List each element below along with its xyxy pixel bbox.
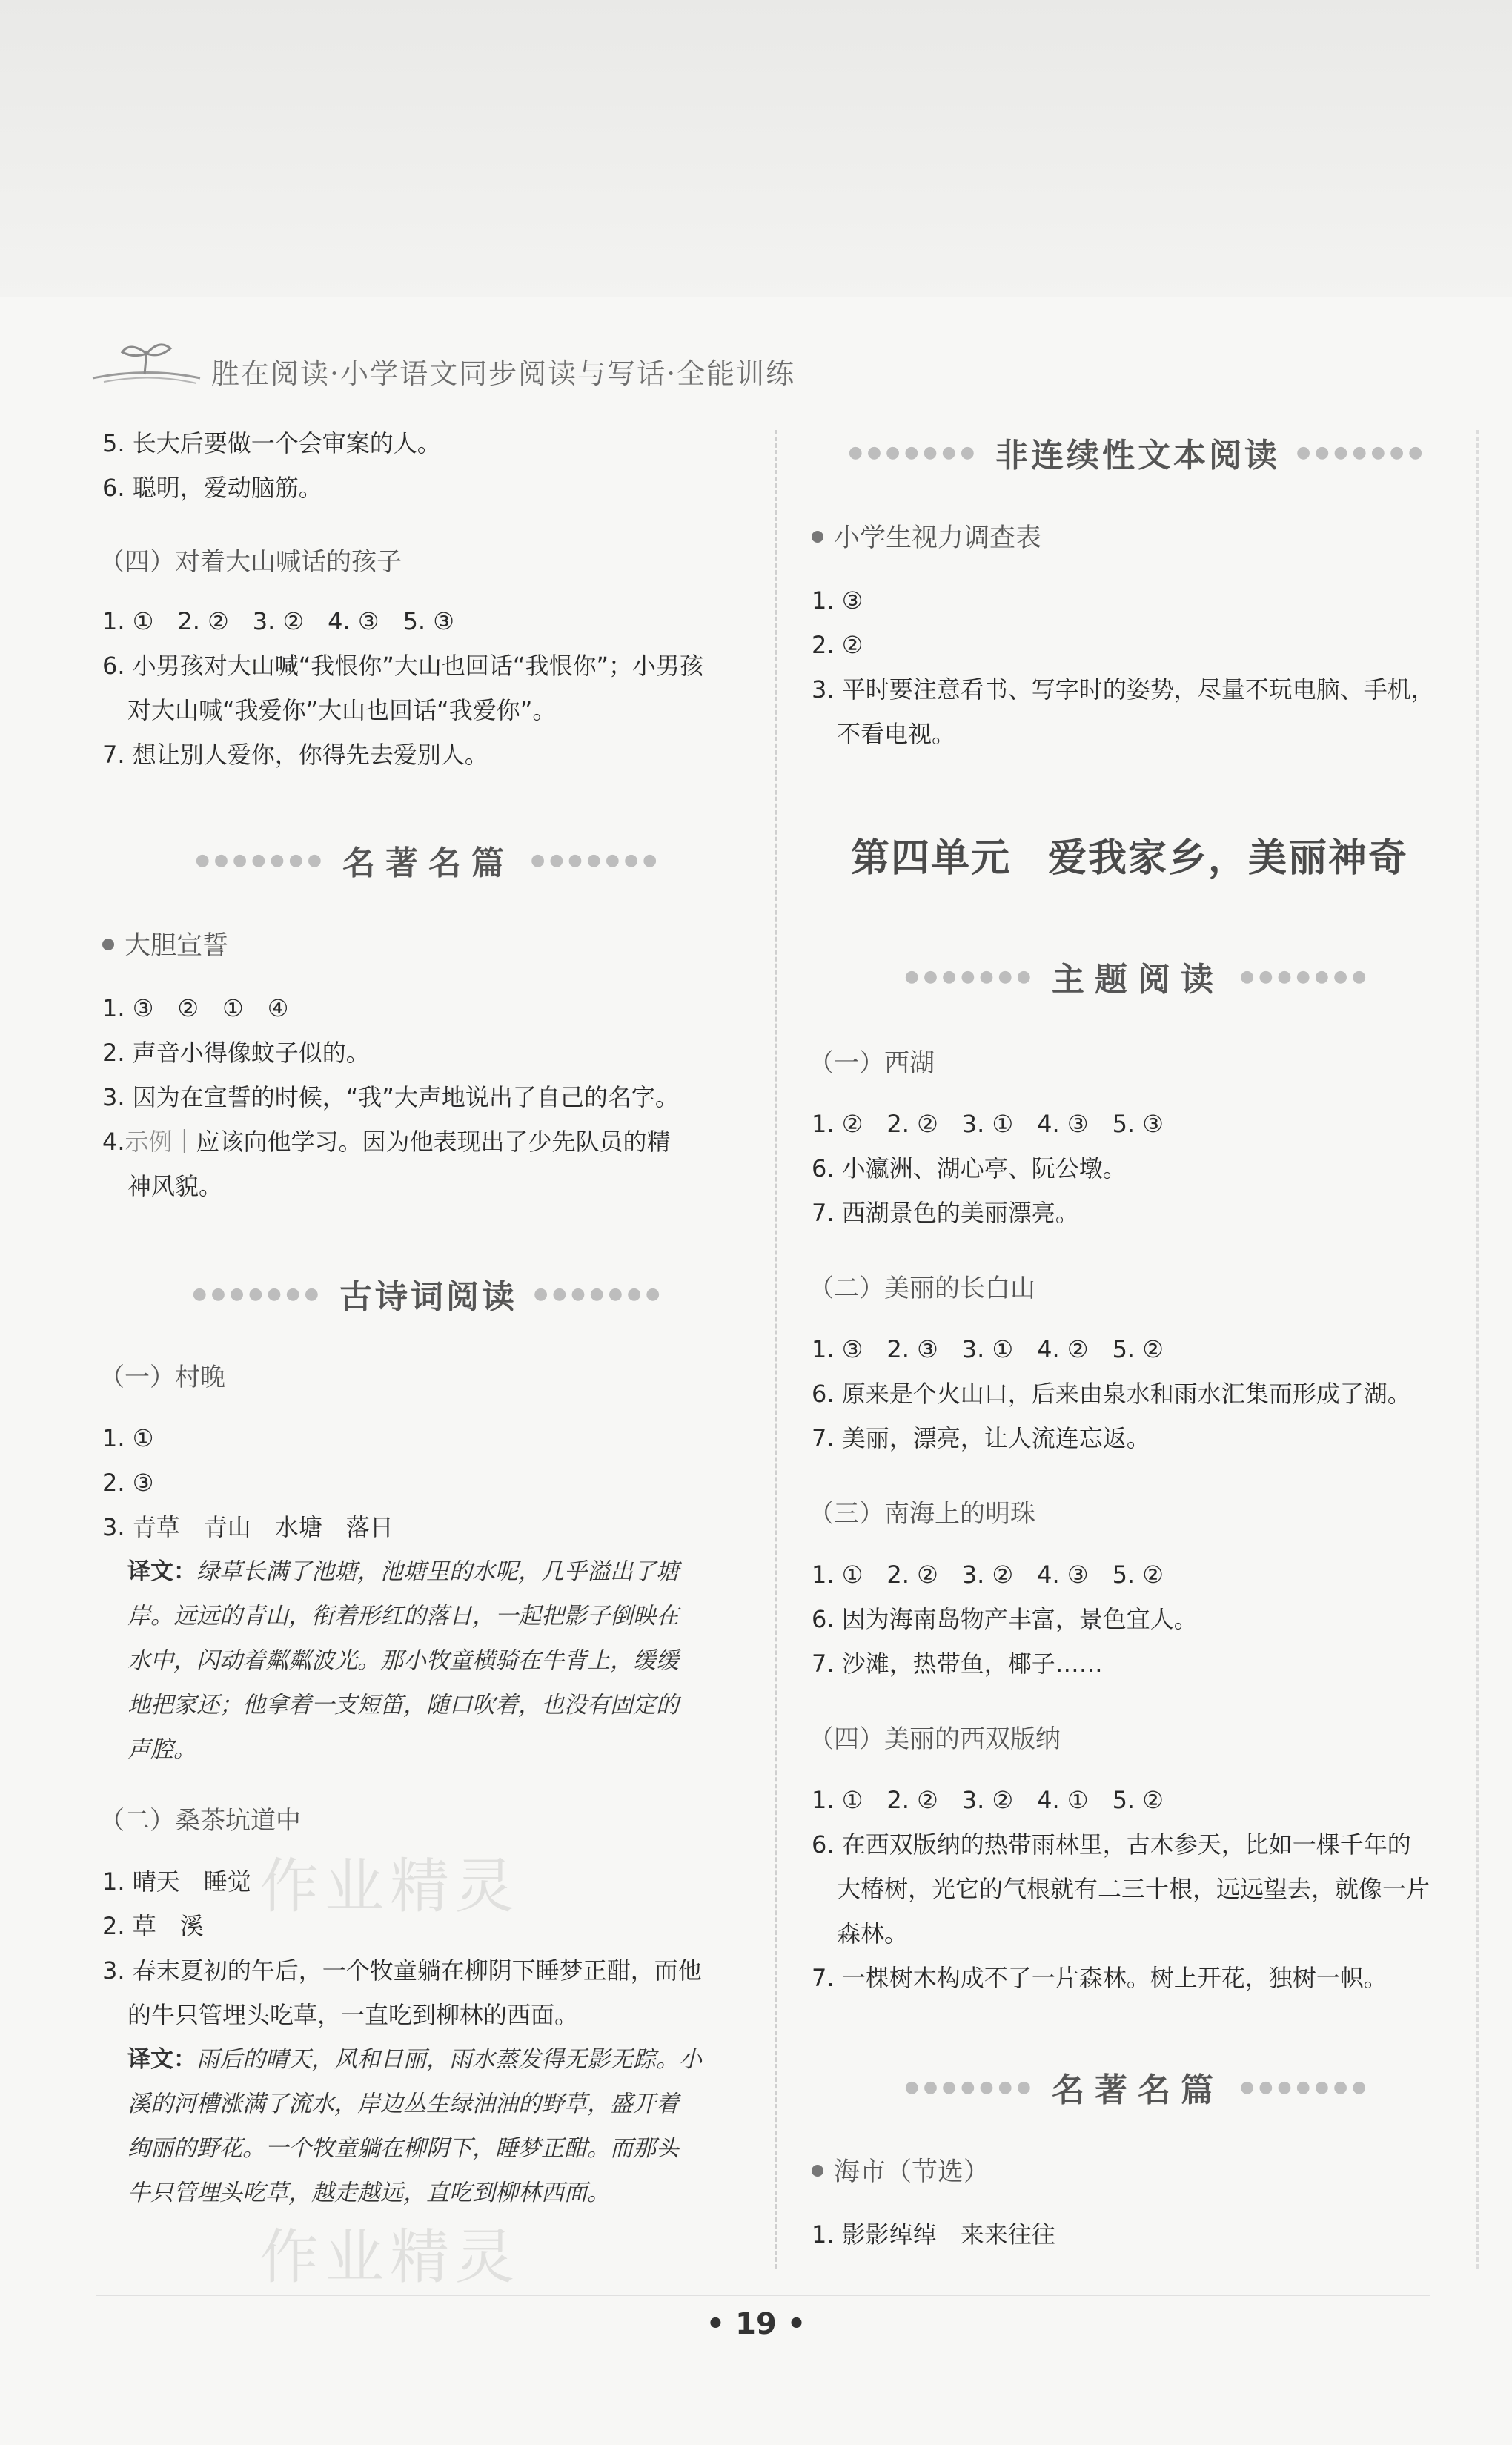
passage-title: （四）美丽的西双版纳 bbox=[809, 1724, 1061, 1754]
answer-line: 森林。 bbox=[837, 1919, 909, 1948]
item-title-text: 小学生视力调查表 bbox=[834, 523, 1042, 553]
passage-title: （四）对着大山喊话的孩子 bbox=[99, 547, 402, 577]
decor-dots: ●●●●●●● bbox=[1240, 967, 1371, 986]
item-title bbox=[812, 523, 1041, 553]
watermark: 作业精灵 bbox=[259, 1852, 520, 1921]
translation-line: 溪的河槽涨满了流水，岸边丛生绿油油的野草，盛开着 bbox=[127, 2091, 679, 2117]
passage-title: （一）村晚 bbox=[99, 1363, 225, 1392]
watermark: 作业精灵 bbox=[259, 2223, 520, 2292]
answer-line: 1. ① 2. ② 3. ② 4. ③ 5. ③ bbox=[102, 607, 454, 635]
decor-dots: ●●●●●●● bbox=[848, 443, 979, 462]
answer-line: 2. ② bbox=[812, 631, 863, 659]
answer-line: 6. 小男孩对大山喊“我恨你”大山也回话“我恨你”；小男孩 bbox=[102, 652, 704, 680]
example-tag: 示例｜ bbox=[125, 1128, 196, 1156]
item-title bbox=[812, 2157, 989, 2187]
answer-line: 1. ③ bbox=[812, 586, 863, 615]
decor-dots: ●●●●●●● bbox=[1296, 443, 1428, 462]
translation-line bbox=[102, 1557, 679, 1587]
answer-line: 7. 一棵树木构成不了一片森林。树上开花，独树一帜。 bbox=[812, 1964, 1387, 1992]
section-title: 非连续性文本阅读 bbox=[995, 437, 1280, 474]
answer-line: 6. 聪明，爱动脑筋。 bbox=[102, 474, 322, 502]
section-title: 主题阅读 bbox=[1052, 961, 1224, 999]
answer-line: 对大山喊“我爱你”大山也回话“我爱你”。 bbox=[127, 696, 557, 724]
translation-text: 绿草长满了池塘，池塘里的水呢，几乎溢出了塘 bbox=[196, 1558, 679, 1585]
translation-line: 岸。远远的青山，衔着形红的落日，一起把影子倒映在 bbox=[127, 1603, 679, 1630]
translation-line: 水中，闪动着粼粼波光。那小牧童横骑在牛背上，缓缓 bbox=[127, 1647, 679, 1674]
translation-text: 雨后的晴天，风和日丽，雨水蒸发得无影无踪。小 bbox=[196, 2046, 702, 2073]
answer-text: 应该向他学习。因为他表现出了少先队员的精 bbox=[196, 1128, 671, 1156]
answer-line: 神风貌。 bbox=[127, 1172, 223, 1200]
translation-line: 地把家还；他拿着一支短笛，随口吹着，也没有固定的 bbox=[127, 1692, 679, 1718]
column-divider bbox=[775, 430, 777, 2269]
answer-line: 大椿树，光它的气根就有二三十根，远远望去，就像一片 bbox=[837, 1875, 1430, 1903]
unit-name: 爱我家乡，美丽神奇 bbox=[1048, 836, 1409, 881]
section-title: 名著名篇 bbox=[1052, 2071, 1224, 2109]
header-title: 胜在阅读·小学语文同步阅读与写话·全能训练 bbox=[211, 357, 796, 390]
section-title: 名著名篇 bbox=[342, 844, 514, 882]
decor-dots: ●●●●●●● bbox=[904, 2077, 1035, 2097]
bullet-icon bbox=[812, 2165, 823, 2177]
answer-line bbox=[102, 1127, 671, 1157]
section-heading bbox=[812, 2065, 1464, 2109]
translation-label: 译文： bbox=[127, 1558, 196, 1585]
answer-line: 3. 青草 青山 水塘 落日 bbox=[102, 1513, 394, 1541]
decor-dots: ●●●●●●● bbox=[904, 967, 1035, 986]
translation-line: 牛只管埋头吃草，越走越远，直吃到柳林西面。 bbox=[127, 2180, 610, 2206]
answer-line: 3. 春末夏初的午后，一个牧童躺在柳阴下睡梦正酣，而他 bbox=[102, 1956, 702, 1985]
answer-line: 1. ① bbox=[102, 1424, 154, 1452]
answer-line: 不看电视。 bbox=[837, 720, 956, 748]
page-header bbox=[89, 337, 978, 397]
section-heading bbox=[102, 838, 755, 882]
answer-line: 5. 长大后要做一个会审案的人。 bbox=[102, 429, 441, 457]
answer-line: 的牛只管埋头吃草，一直吃到柳林的西面。 bbox=[127, 2001, 579, 2029]
answer-line: 1. ③ ② ① ④ bbox=[102, 994, 289, 1022]
section-heading bbox=[102, 1271, 755, 1316]
passage-title: （一）西湖 bbox=[809, 1048, 935, 1078]
answer-line: 7. 想让别人爱你，你得先去爱别人。 bbox=[102, 741, 488, 769]
answer-line: 7. 美丽，漂亮，让人流连忘返。 bbox=[812, 1424, 1150, 1452]
item-title-text: 海市（节选） bbox=[834, 2157, 990, 2187]
passage-title: （二）桑茶坑道中 bbox=[99, 1806, 301, 1836]
section-title: 古诗词阅读 bbox=[339, 1278, 517, 1316]
unit-title bbox=[851, 827, 1408, 882]
bullet-icon bbox=[812, 531, 823, 543]
top-margin bbox=[0, 0, 1512, 297]
answer-line: 1. ① 2. ② 3. ② 4. ③ 5. ② bbox=[812, 1561, 1164, 1589]
item-title bbox=[102, 931, 228, 961]
decor-dots: ●●●●●●● bbox=[195, 850, 326, 870]
section-heading bbox=[812, 430, 1464, 474]
page-number: • 19 • bbox=[706, 2307, 806, 2341]
decor-dots: ●●●●●●● bbox=[192, 1284, 323, 1303]
answer-line: 7. 沙滩，热带鱼，椰子…… bbox=[812, 1650, 1103, 1678]
answer-line: 6. 小瀛洲、湖心亭、阮公墩。 bbox=[812, 1154, 1127, 1182]
answer-line: 2. ③ bbox=[102, 1469, 154, 1497]
translation-label: 译文： bbox=[127, 2046, 196, 2073]
translation-line bbox=[102, 2045, 702, 2074]
answer-line: 6. 因为海南岛物产丰富，景色宜人。 bbox=[812, 1605, 1198, 1633]
sprout-icon bbox=[89, 337, 208, 389]
answer-line: 1. ③ 2. ③ 3. ① 4. ② 5. ② bbox=[812, 1335, 1164, 1363]
footer-line bbox=[96, 2295, 1430, 2296]
answer-line: 7. 西湖景色的美丽漂亮。 bbox=[812, 1199, 1079, 1227]
passage-title: （二）美丽的长白山 bbox=[809, 1274, 1035, 1303]
answer-line: 6. 原来是个火山口，后来由泉水和雨水汇集而形成了湖。 bbox=[812, 1380, 1411, 1408]
answer-line: 6. 在西双版纳的热带雨林里，古木参天，比如一棵千年的 bbox=[812, 1830, 1411, 1859]
item-title-text: 大胆宣誓 bbox=[125, 931, 229, 961]
decor-dots: ●●●●●●● bbox=[1240, 2077, 1371, 2097]
translation-line: 绚丽的野花。一个牧童躺在柳阴下，睡梦正酣。而那头 bbox=[127, 2135, 679, 2162]
right-edge-line bbox=[1476, 430, 1479, 2269]
answer-line: 3. 平时要注意看书、写字时的姿势，尽量不玩电脑、手机， bbox=[812, 675, 1435, 704]
answer-line: 1. ① 2. ② 3. ② 4. ① 5. ② bbox=[812, 1786, 1164, 1814]
answer-line: 2. 声音小得像蚊子似的。 bbox=[102, 1039, 370, 1067]
passage-title: （三）南海上的明珠 bbox=[809, 1499, 1035, 1529]
translation-line: 声腔。 bbox=[127, 1736, 196, 1763]
answer-line: 1. ② 2. ② 3. ① 4. ③ 5. ③ bbox=[812, 1110, 1164, 1138]
decor-dots: ●●●●●●● bbox=[534, 1284, 665, 1303]
answer-line: 1. 晴天 睡觉 bbox=[102, 1867, 251, 1896]
unit-label: 第四单元 bbox=[851, 836, 1012, 881]
section-heading bbox=[812, 954, 1464, 999]
answer-number: 4. bbox=[102, 1128, 125, 1156]
answer-line: 3. 因为在宣誓的时候，“我”大声地说出了自己的名字。 bbox=[102, 1083, 679, 1111]
decor-dots: ●●●●●●● bbox=[531, 850, 662, 870]
bullet-icon bbox=[102, 939, 114, 950]
answer-line: 1. 影影绰绰 来来往往 bbox=[812, 2220, 1055, 2249]
answer-line: 2. 草 溪 bbox=[102, 1912, 204, 1940]
